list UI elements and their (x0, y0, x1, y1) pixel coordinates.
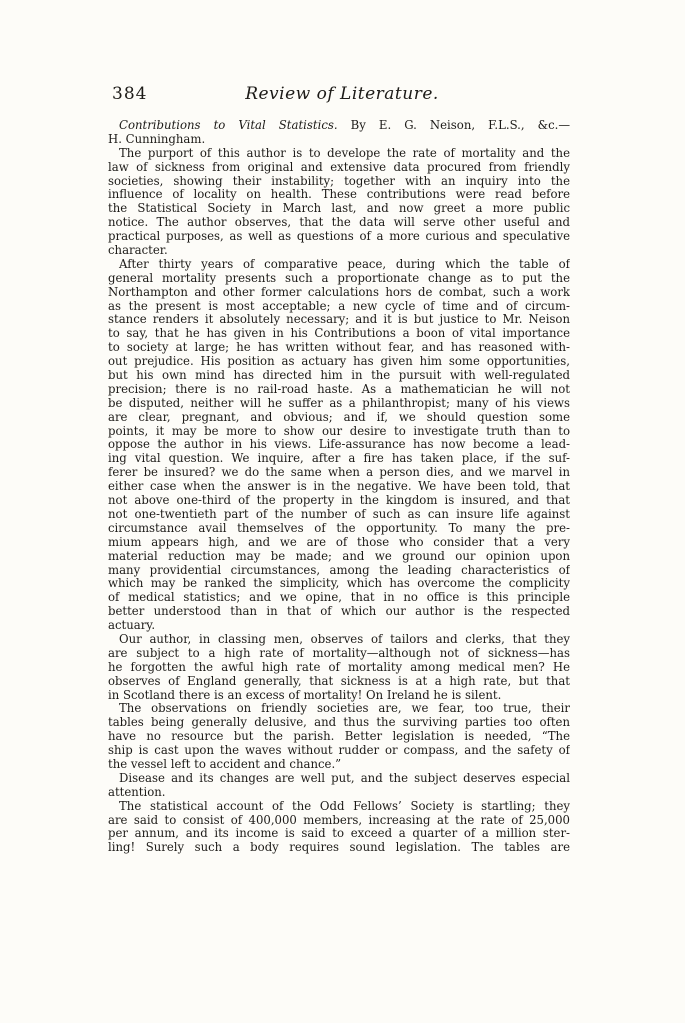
text-line: Northampton and other former calculations hors de combat, such a work (108, 285, 570, 299)
running-title: Review of Literature. (245, 84, 439, 104)
text-line: observes of England generally, that sickness is at a high rate, but that (108, 674, 570, 688)
text-line: character. (108, 243, 168, 258)
text-line: tables being generally delusive, and thus the surviving parties too often (108, 716, 570, 730)
text-line: actuary. (108, 618, 156, 633)
text-line: The statistical account of the Odd Fellows’ Society is startling; they (119, 799, 570, 813)
text-line: many providential circumstances, among the leading characteristics of (108, 563, 570, 577)
text-line: ship is cast upon the waves without rudder or compass, and the safety of (108, 744, 570, 758)
text-line: not above one-third of the property in the kingdom is insured, and that (108, 494, 570, 508)
text-line: oppose the author in his views. Life-assurance has now become a lead- (108, 438, 570, 452)
cited-work-author: By E. G. Neison, F.L.S., &c.— (350, 119, 570, 132)
text-line: law of sickness from original and extensive data procured from friendly (108, 160, 570, 174)
text-line: out prejudice. His position as actuary has given him some opportunities, (108, 355, 570, 369)
article-body (108, 119, 570, 855)
text-line: of medical statistics; and we opine, that in no office is this principle (108, 591, 570, 605)
text-line: are said to consist of 400,000 members, increasing at the rate of 25,000 (108, 813, 570, 827)
text-line: practical purposes, as well as questions of a more curious and speculative (108, 230, 570, 244)
text-line: per annum, and its income is said to exceed a quarter of a million ster- (108, 827, 570, 841)
text-line: have no resource but the parish. Better legislation is needed, “The (108, 730, 570, 744)
text-line: The observations on friendly societies are, we fear, too true, their (119, 702, 570, 716)
text-line: material reduction may be made; and we ground our opinion upon (108, 549, 570, 563)
text-line: general mortality presents such a proportionate change as to put the (108, 271, 570, 285)
text-line: precision; there is no rail-road haste. As a mathematician he will not (108, 382, 570, 396)
text-line: circumstance avail themselves of the opportunity. To many the pre- (108, 521, 570, 535)
running-head (112, 84, 572, 108)
text-line: are subject to a high rate of mortality—although not of sickness—has (108, 646, 570, 660)
text-line: Disease and its changes are well put, and the subject deserves especial (119, 771, 570, 785)
text-line: ling! Surely such a body requires sound legislation. The tables are (108, 841, 570, 855)
text-line: notice. The author observes, that the data will serve other useful and (108, 216, 570, 230)
text-line: the vessel left to accident and chance.” (108, 756, 342, 771)
text-line: Our author, in classing men, observes of tailors and clerks, that they (119, 632, 570, 646)
reviewer-name: H. Cunningham. (108, 131, 206, 146)
text-line: attention. (108, 784, 166, 799)
text-line: which may be ranked the simplicity, which has overcome the complicity (108, 577, 570, 591)
text-line: ing vital question. We inquire, after a fire has taken place, if the suf- (108, 452, 570, 466)
text-line: The purport of this author is to develope the rate of mortality and the (119, 146, 570, 160)
text-line: influence of locality on health. These contributions were read before (108, 188, 570, 202)
page-number: 384 (112, 84, 148, 104)
text-line: to society at large; he has written without fear, and has reasoned with- (108, 341, 570, 355)
text-line: he forgotten the awful high rate of mortality among medical men? He (108, 660, 570, 674)
citation-line (108, 119, 570, 133)
text-line: to say, that he has given in his Contributions a boon of vital importance (108, 327, 570, 341)
text-line: ferer be insured? we do the same when a person dies, and we marvel in (108, 466, 570, 480)
text-line: but his own mind has directed him in the pursuit with well-regulated (108, 369, 570, 383)
text-line: as the present is most acceptable; a new cycle of time and of circum- (108, 299, 570, 313)
text-line: better understood than in that of which our author is the respected (108, 605, 570, 619)
text-line: the Statistical Society in March last, and now greet a more public (108, 202, 570, 216)
text-line: not one-twentieth part of the number of such as can insure life against (108, 507, 570, 521)
text-line: either case when the answer is in the negative. We have been told, that (108, 480, 570, 494)
text-line: mium appears high, and we are of those who consider that a very (108, 535, 570, 549)
text-line: points, it may be more to show our desire to investigate truth than to (108, 424, 570, 438)
text-line: After thirty years of comparative peace, during which the table of (119, 257, 570, 271)
text-line: societies, showing their instability; together with an inquiry into the (108, 174, 570, 188)
text-line: are clear, pregnant, and obvious; and if, we should question some (108, 410, 570, 424)
text-line: in Scotland there is an excess of mortality! On Ireland he is silent. (108, 687, 502, 702)
text-line: be disputed, neither will he suffer as a philanthropist; many of his views (108, 396, 570, 410)
text-line: stance renders it absolutely necessary; and it is but justice to Mr. Neison (108, 313, 570, 327)
cited-work-title: Contributions to Vital Statistics. (119, 119, 338, 132)
